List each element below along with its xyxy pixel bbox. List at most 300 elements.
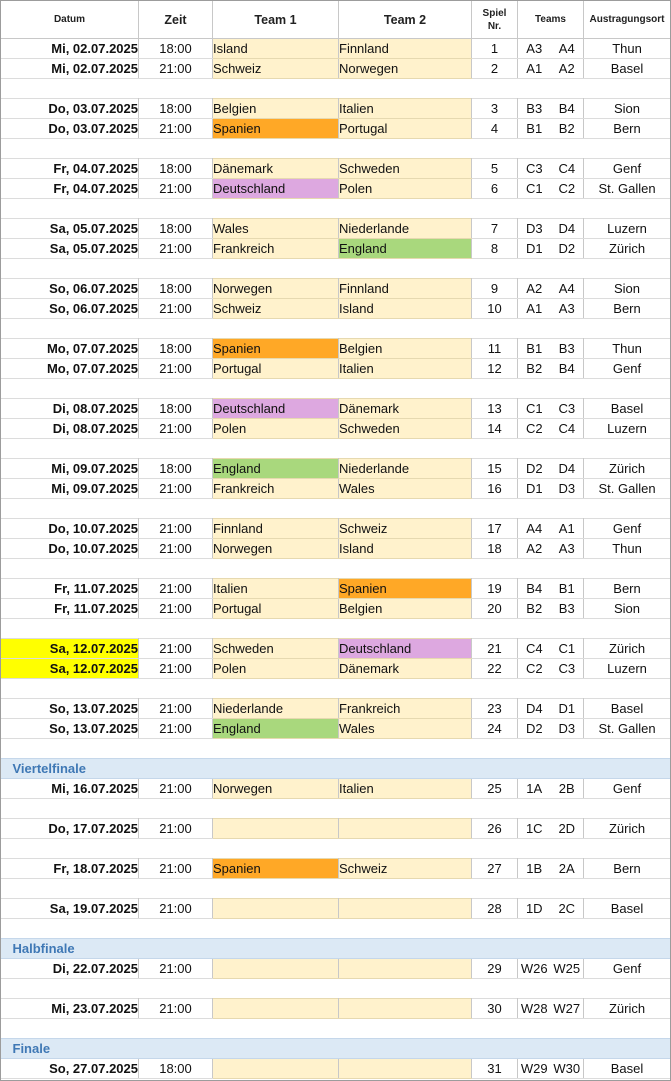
team-2-cell: Italien bbox=[339, 99, 472, 119]
group-slot-a: D3 bbox=[518, 219, 551, 239]
spacer-cell bbox=[1, 439, 671, 459]
match-date: So, 06.07.2025 bbox=[1, 279, 139, 299]
team-1-cell: Dänemark bbox=[213, 159, 339, 179]
match-row bbox=[1, 779, 671, 799]
match-number: 20 bbox=[472, 599, 518, 619]
group-slot-a: D2 bbox=[518, 459, 551, 479]
team-2-cell: Niederlande bbox=[339, 459, 472, 479]
match-number: 17 bbox=[472, 519, 518, 539]
team-2-cell: Wales bbox=[339, 479, 472, 499]
match-row bbox=[1, 579, 671, 599]
team-2-cell: Schweden bbox=[339, 159, 472, 179]
match-row bbox=[1, 239, 671, 259]
match-number: 27 bbox=[472, 859, 518, 879]
group-slot-b: A2 bbox=[551, 59, 584, 79]
header-zeit: Zeit bbox=[139, 1, 213, 39]
team-1-cell: Finnland bbox=[213, 519, 339, 539]
team-1-cell: Portugal bbox=[213, 599, 339, 619]
group-slot-a: 1D bbox=[518, 899, 551, 919]
team-2-cell: Italien bbox=[339, 359, 472, 379]
match-date: Di, 08.07.2025 bbox=[1, 399, 139, 419]
match-date: Mi, 09.07.2025 bbox=[1, 459, 139, 479]
group-slot-a: W26 bbox=[518, 959, 551, 979]
group-slot-a: B4 bbox=[518, 579, 551, 599]
team-2-cell bbox=[339, 819, 472, 839]
spacer-cell bbox=[1, 319, 671, 339]
team-2-cell: Belgien bbox=[339, 339, 472, 359]
group-slot-a: B3 bbox=[518, 99, 551, 119]
spacer-row bbox=[1, 679, 671, 699]
group-slot-a: C1 bbox=[518, 179, 551, 199]
match-time: 21:00 bbox=[139, 419, 213, 439]
spacer-row bbox=[1, 379, 671, 399]
team-2-cell: Niederlande bbox=[339, 219, 472, 239]
match-number: 22 bbox=[472, 659, 518, 679]
venue: Genf bbox=[584, 779, 671, 799]
venue: Bern bbox=[584, 579, 671, 599]
spacer-cell bbox=[1, 1019, 671, 1039]
team-2-cell bbox=[339, 899, 472, 919]
group-slot-b: A3 bbox=[551, 299, 584, 319]
spacer-cell bbox=[1, 79, 671, 99]
team-1-cell: Niederlande bbox=[213, 699, 339, 719]
group-slot-b: C1 bbox=[551, 639, 584, 659]
group-slot-a: C3 bbox=[518, 159, 551, 179]
match-time: 21:00 bbox=[139, 859, 213, 879]
venue: Thun bbox=[584, 39, 671, 59]
match-date: Di, 22.07.2025 bbox=[1, 959, 139, 979]
spacer-row bbox=[1, 1019, 671, 1039]
group-slot-b: B2 bbox=[551, 119, 584, 139]
match-row bbox=[1, 419, 671, 439]
venue: St. Gallen bbox=[584, 179, 671, 199]
match-row bbox=[1, 339, 671, 359]
venue: Basel bbox=[584, 899, 671, 919]
spacer-cell bbox=[1, 879, 671, 899]
group-slot-a: B1 bbox=[518, 339, 551, 359]
match-row bbox=[1, 899, 671, 919]
match-time: 21:00 bbox=[139, 819, 213, 839]
spacer-row bbox=[1, 499, 671, 519]
group-slot-a: D2 bbox=[518, 719, 551, 739]
match-number: 19 bbox=[472, 579, 518, 599]
match-time: 21:00 bbox=[139, 719, 213, 739]
match-number: 9 bbox=[472, 279, 518, 299]
group-slot-a: 1B bbox=[518, 859, 551, 879]
team-1-cell: Spanien bbox=[213, 859, 339, 879]
group-slot-a: A2 bbox=[518, 279, 551, 299]
header-team2: Team 2 bbox=[339, 1, 472, 39]
team-2-cell: Deutschland bbox=[339, 639, 472, 659]
group-slot-b: D3 bbox=[551, 479, 584, 499]
group-slot-b: B1 bbox=[551, 579, 584, 599]
team-2-cell: Island bbox=[339, 299, 472, 319]
match-number: 14 bbox=[472, 419, 518, 439]
team-2-cell: Wales bbox=[339, 719, 472, 739]
spacer-row bbox=[1, 199, 671, 219]
match-row bbox=[1, 459, 671, 479]
group-slot-a: W29 bbox=[518, 1059, 551, 1079]
match-number: 8 bbox=[472, 239, 518, 259]
team-2-cell bbox=[339, 959, 472, 979]
group-slot-b: D2 bbox=[551, 239, 584, 259]
match-time: 18:00 bbox=[139, 1059, 213, 1079]
match-date: So, 13.07.2025 bbox=[1, 699, 139, 719]
venue: Genf bbox=[584, 159, 671, 179]
group-slot-b: 2D bbox=[551, 819, 584, 839]
group-slot-b: C4 bbox=[551, 419, 584, 439]
match-time: 21:00 bbox=[139, 359, 213, 379]
match-time: 21:00 bbox=[139, 579, 213, 599]
team-1-cell: Schweden bbox=[213, 639, 339, 659]
match-row bbox=[1, 599, 671, 619]
venue: Zürich bbox=[584, 999, 671, 1019]
team-2-cell: Dänemark bbox=[339, 399, 472, 419]
match-date: Sa, 05.07.2025 bbox=[1, 239, 139, 259]
match-row bbox=[1, 299, 671, 319]
team-2-cell: Belgien bbox=[339, 599, 472, 619]
match-row bbox=[1, 99, 671, 119]
group-slot-a: W28 bbox=[518, 999, 551, 1019]
match-time: 21:00 bbox=[139, 959, 213, 979]
venue: Bern bbox=[584, 299, 671, 319]
match-row bbox=[1, 119, 671, 139]
team-1-cell: Polen bbox=[213, 419, 339, 439]
match-time: 21:00 bbox=[139, 519, 213, 539]
group-slot-a: B1 bbox=[518, 119, 551, 139]
group-slot-a: D1 bbox=[518, 479, 551, 499]
match-date: So, 06.07.2025 bbox=[1, 299, 139, 319]
venue: Luzern bbox=[584, 419, 671, 439]
spacer-row bbox=[1, 739, 671, 759]
group-slot-a: C2 bbox=[518, 659, 551, 679]
spacer-cell bbox=[1, 799, 671, 819]
team-1-cell: Schweiz bbox=[213, 59, 339, 79]
team-1-cell bbox=[213, 1059, 339, 1079]
match-number: 24 bbox=[472, 719, 518, 739]
match-time: 18:00 bbox=[139, 339, 213, 359]
team-1-cell: Spanien bbox=[213, 339, 339, 359]
venue: Basel bbox=[584, 399, 671, 419]
team-1-cell: Portugal bbox=[213, 359, 339, 379]
group-slot-b: A4 bbox=[551, 39, 584, 59]
venue: Genf bbox=[584, 359, 671, 379]
match-row bbox=[1, 539, 671, 559]
group-slot-b: B3 bbox=[551, 339, 584, 359]
venue: Luzern bbox=[584, 219, 671, 239]
venue: Thun bbox=[584, 539, 671, 559]
team-1-cell bbox=[213, 999, 339, 1019]
group-slot-b: 2A bbox=[551, 859, 584, 879]
match-date: Do, 03.07.2025 bbox=[1, 99, 139, 119]
match-date: Mo, 07.07.2025 bbox=[1, 359, 139, 379]
match-date: Fr, 18.07.2025 bbox=[1, 859, 139, 879]
match-number: 7 bbox=[472, 219, 518, 239]
match-time: 21:00 bbox=[139, 119, 213, 139]
spacer-row bbox=[1, 619, 671, 639]
match-row bbox=[1, 359, 671, 379]
match-row bbox=[1, 399, 671, 419]
group-slot-b: D4 bbox=[551, 219, 584, 239]
group-slot-a: A4 bbox=[518, 519, 551, 539]
group-slot-a: A2 bbox=[518, 539, 551, 559]
match-time: 21:00 bbox=[139, 479, 213, 499]
match-number: 15 bbox=[472, 459, 518, 479]
match-time: 21:00 bbox=[139, 779, 213, 799]
match-time: 18:00 bbox=[139, 219, 213, 239]
match-time: 21:00 bbox=[139, 239, 213, 259]
match-date: Sa, 12.07.2025 bbox=[1, 659, 139, 679]
spacer-row bbox=[1, 559, 671, 579]
group-slot-b: C2 bbox=[551, 179, 584, 199]
match-number: 29 bbox=[472, 959, 518, 979]
match-row bbox=[1, 59, 671, 79]
match-number: 26 bbox=[472, 819, 518, 839]
team-1-cell: Frankreich bbox=[213, 479, 339, 499]
venue: Bern bbox=[584, 119, 671, 139]
team-2-cell: Spanien bbox=[339, 579, 472, 599]
team-1-cell: England bbox=[213, 459, 339, 479]
match-number: 16 bbox=[472, 479, 518, 499]
match-date: Mi, 16.07.2025 bbox=[1, 779, 139, 799]
match-date: Mo, 07.07.2025 bbox=[1, 339, 139, 359]
team-2-cell: Schweiz bbox=[339, 859, 472, 879]
match-time: 21:00 bbox=[139, 999, 213, 1019]
match-number: 13 bbox=[472, 399, 518, 419]
group-slot-b: A3 bbox=[551, 539, 584, 559]
header-team1: Team 1 bbox=[213, 1, 339, 39]
group-slot-a: D4 bbox=[518, 699, 551, 719]
spacer-cell bbox=[1, 619, 671, 639]
match-number: 10 bbox=[472, 299, 518, 319]
team-1-cell: England bbox=[213, 719, 339, 739]
match-date: Do, 10.07.2025 bbox=[1, 519, 139, 539]
team-1-cell: Belgien bbox=[213, 99, 339, 119]
match-date: Fr, 11.07.2025 bbox=[1, 579, 139, 599]
match-number: 23 bbox=[472, 699, 518, 719]
spacer-cell bbox=[1, 259, 671, 279]
match-time: 18:00 bbox=[139, 39, 213, 59]
match-number: 28 bbox=[472, 899, 518, 919]
match-number: 6 bbox=[472, 179, 518, 199]
group-slot-b: 2C bbox=[551, 899, 584, 919]
group-slot-b: C4 bbox=[551, 159, 584, 179]
group-slot-b: D3 bbox=[551, 719, 584, 739]
match-time: 18:00 bbox=[139, 159, 213, 179]
spacer-cell bbox=[1, 559, 671, 579]
spacer-cell bbox=[1, 379, 671, 399]
team-2-cell: Dänemark bbox=[339, 659, 472, 679]
venue: St. Gallen bbox=[584, 719, 671, 739]
team-1-cell: Deutschland bbox=[213, 179, 339, 199]
venue: St. Gallen bbox=[584, 479, 671, 499]
venue: Basel bbox=[584, 1059, 671, 1079]
match-time: 18:00 bbox=[139, 279, 213, 299]
match-date: Do, 03.07.2025 bbox=[1, 119, 139, 139]
stage-title: Finale bbox=[1, 1039, 671, 1059]
match-date: Mi, 23.07.2025 bbox=[1, 999, 139, 1019]
match-time: 21:00 bbox=[139, 699, 213, 719]
match-number: 3 bbox=[472, 99, 518, 119]
match-date: Sa, 19.07.2025 bbox=[1, 899, 139, 919]
team-1-cell: Norwegen bbox=[213, 279, 339, 299]
spacer-cell bbox=[1, 979, 671, 999]
match-date: Mi, 02.07.2025 bbox=[1, 39, 139, 59]
match-date: Mi, 02.07.2025 bbox=[1, 59, 139, 79]
venue: Basel bbox=[584, 699, 671, 719]
match-row bbox=[1, 159, 671, 179]
match-row bbox=[1, 219, 671, 239]
match-row bbox=[1, 859, 671, 879]
team-2-cell: Italien bbox=[339, 779, 472, 799]
match-date: Do, 10.07.2025 bbox=[1, 539, 139, 559]
venue: Genf bbox=[584, 519, 671, 539]
group-slot-b: B3 bbox=[551, 599, 584, 619]
team-1-cell: Polen bbox=[213, 659, 339, 679]
venue: Sion bbox=[584, 279, 671, 299]
schedule-body bbox=[1, 39, 671, 1079]
venue: Zürich bbox=[584, 639, 671, 659]
spacer-row bbox=[1, 979, 671, 999]
team-2-cell bbox=[339, 1059, 472, 1079]
venue: Basel bbox=[584, 59, 671, 79]
stage-title: Halbfinale bbox=[1, 939, 671, 959]
team-1-cell: Norwegen bbox=[213, 779, 339, 799]
spacer-row bbox=[1, 139, 671, 159]
match-number: 1 bbox=[472, 39, 518, 59]
match-number: 30 bbox=[472, 999, 518, 1019]
group-slot-a: A1 bbox=[518, 59, 551, 79]
team-2-cell: Finnland bbox=[339, 39, 472, 59]
match-date: Mi, 09.07.2025 bbox=[1, 479, 139, 499]
spacer-cell bbox=[1, 679, 671, 699]
match-time: 21:00 bbox=[139, 299, 213, 319]
match-number: 25 bbox=[472, 779, 518, 799]
spacer-cell bbox=[1, 139, 671, 159]
group-slot-b: A4 bbox=[551, 279, 584, 299]
match-time: 21:00 bbox=[139, 179, 213, 199]
team-1-cell: Italien bbox=[213, 579, 339, 599]
match-row bbox=[1, 1059, 671, 1079]
group-slot-b: B4 bbox=[551, 359, 584, 379]
spacer-row bbox=[1, 79, 671, 99]
team-1-cell bbox=[213, 959, 339, 979]
match-row bbox=[1, 179, 671, 199]
group-slot-b: C3 bbox=[551, 659, 584, 679]
spacer-row bbox=[1, 839, 671, 859]
match-row bbox=[1, 279, 671, 299]
match-number: 12 bbox=[472, 359, 518, 379]
venue: Thun bbox=[584, 339, 671, 359]
match-number: 4 bbox=[472, 119, 518, 139]
match-time: 21:00 bbox=[139, 539, 213, 559]
header-datum: Datum bbox=[1, 1, 139, 39]
spacer-row bbox=[1, 439, 671, 459]
match-date: Fr, 04.07.2025 bbox=[1, 159, 139, 179]
group-slot-b: D4 bbox=[551, 459, 584, 479]
match-row bbox=[1, 719, 671, 739]
group-slot-b: D1 bbox=[551, 699, 584, 719]
stage-row bbox=[1, 939, 671, 959]
spacer-cell bbox=[1, 839, 671, 859]
group-slot-a: 1C bbox=[518, 819, 551, 839]
match-number: 21 bbox=[472, 639, 518, 659]
group-slot-b: W25 bbox=[551, 959, 584, 979]
venue: Genf bbox=[584, 959, 671, 979]
team-2-cell: Norwegen bbox=[339, 59, 472, 79]
match-time: 21:00 bbox=[139, 639, 213, 659]
match-number: 5 bbox=[472, 159, 518, 179]
match-date: Sa, 05.07.2025 bbox=[1, 219, 139, 239]
match-number: 11 bbox=[472, 339, 518, 359]
match-date: Fr, 11.07.2025 bbox=[1, 599, 139, 619]
venue: Sion bbox=[584, 99, 671, 119]
team-2-cell: Schweden bbox=[339, 419, 472, 439]
spacer-cell bbox=[1, 739, 671, 759]
header-row bbox=[1, 1, 671, 39]
header-spiel-line1: Spiel bbox=[482, 7, 507, 19]
spacer-row bbox=[1, 319, 671, 339]
spacer-cell bbox=[1, 199, 671, 219]
stage-row bbox=[1, 1039, 671, 1059]
group-slot-b: A1 bbox=[551, 519, 584, 539]
match-number: 31 bbox=[472, 1059, 518, 1079]
header-spiel-nr bbox=[472, 1, 518, 39]
match-row bbox=[1, 699, 671, 719]
match-time: 18:00 bbox=[139, 459, 213, 479]
team-1-cell: Norwegen bbox=[213, 539, 339, 559]
group-slot-b: 2B bbox=[551, 779, 584, 799]
team-1-cell: Frankreich bbox=[213, 239, 339, 259]
team-2-cell: Portugal bbox=[339, 119, 472, 139]
team-2-cell bbox=[339, 999, 472, 1019]
match-row bbox=[1, 639, 671, 659]
group-slot-a: 1A bbox=[518, 779, 551, 799]
team-1-cell: Schweiz bbox=[213, 299, 339, 319]
spacer-cell bbox=[1, 919, 671, 939]
team-1-cell bbox=[213, 819, 339, 839]
team-1-cell: Wales bbox=[213, 219, 339, 239]
stage-title: Viertelfinale bbox=[1, 759, 671, 779]
header-austragungsort: Austragungsort bbox=[584, 1, 671, 39]
group-slot-a: A1 bbox=[518, 299, 551, 319]
venue: Zürich bbox=[584, 459, 671, 479]
match-date: Do, 17.07.2025 bbox=[1, 819, 139, 839]
group-slot-a: B2 bbox=[518, 599, 551, 619]
team-1-cell: Spanien bbox=[213, 119, 339, 139]
match-number: 2 bbox=[472, 59, 518, 79]
venue: Sion bbox=[584, 599, 671, 619]
group-slot-a: C1 bbox=[518, 399, 551, 419]
match-row bbox=[1, 959, 671, 979]
header-teams: Teams bbox=[518, 1, 584, 39]
match-time: 21:00 bbox=[139, 659, 213, 679]
match-date: So, 27.07.2025 bbox=[1, 1059, 139, 1079]
venue: Luzern bbox=[584, 659, 671, 679]
group-slot-b: B4 bbox=[551, 99, 584, 119]
team-1-cell: Island bbox=[213, 39, 339, 59]
team-1-cell bbox=[213, 899, 339, 919]
team-2-cell: Frankreich bbox=[339, 699, 472, 719]
match-row bbox=[1, 479, 671, 499]
team-2-cell: England bbox=[339, 239, 472, 259]
spacer-row bbox=[1, 799, 671, 819]
group-slot-b: W30 bbox=[551, 1059, 584, 1079]
group-slot-a: B2 bbox=[518, 359, 551, 379]
match-date: Sa, 12.07.2025 bbox=[1, 639, 139, 659]
team-2-cell: Polen bbox=[339, 179, 472, 199]
group-slot-b: C3 bbox=[551, 399, 584, 419]
